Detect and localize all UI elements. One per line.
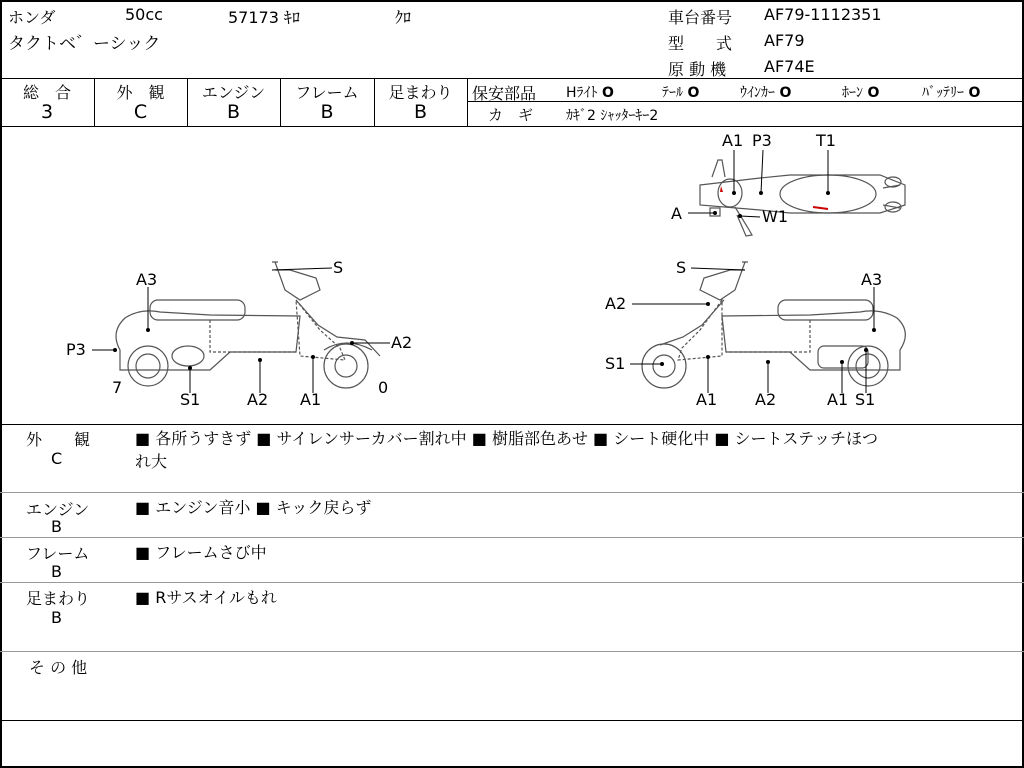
divider bbox=[0, 78, 1024, 79]
top-view-drawing bbox=[700, 160, 905, 236]
label-right-a3: A3 bbox=[861, 270, 883, 289]
label-right-a2b: A2 bbox=[755, 390, 777, 409]
safety-item-label: ﾃｰﾙ bbox=[662, 85, 683, 101]
label-right-a1b: A1 bbox=[827, 390, 849, 409]
divider bbox=[0, 720, 1024, 721]
label-right-s1b: S1 bbox=[855, 390, 876, 409]
label-left-a3: A3 bbox=[136, 270, 158, 289]
safety-item-status: O bbox=[601, 85, 614, 101]
frame-no: AF79-1112351 bbox=[764, 5, 882, 24]
mileage: 57173 ｷﾛ bbox=[228, 8, 300, 27]
remarks-grade: B bbox=[51, 608, 62, 627]
right-view-leaders bbox=[630, 268, 874, 393]
label-right-s: S bbox=[676, 258, 687, 277]
remarks-label: 外 観 bbox=[26, 430, 91, 449]
remarks-line: ■ Rサスオイルもれ bbox=[135, 588, 277, 607]
grade-value-frame: B bbox=[320, 101, 334, 123]
label-right-a2: A2 bbox=[605, 294, 627, 313]
frame-no-label: 車台番号 bbox=[668, 8, 733, 27]
remarks-grade: B bbox=[51, 517, 62, 536]
safety-item-status: O bbox=[867, 85, 880, 101]
grade-value-engine: B bbox=[226, 101, 241, 123]
divider bbox=[0, 537, 1024, 538]
body-color: ｸﾛ bbox=[395, 8, 412, 27]
divider bbox=[0, 651, 1024, 652]
safety-item-label: ﾎｰﾝ bbox=[842, 85, 863, 101]
remarks-line: ■ 各所うすきず ■ サイレンサーカバー割れ中 ■ 樹脂部色あせ ■ シート硬化中 ■ シートステッチほつ bbox=[135, 429, 879, 448]
safety-item-label: ﾊﾞｯﾃﾘｰ bbox=[922, 85, 964, 101]
safety-label: 保安部品 bbox=[472, 84, 537, 103]
divider bbox=[467, 78, 468, 126]
divider bbox=[0, 424, 1024, 425]
label-top-t1: T1 bbox=[816, 131, 836, 150]
label-left-zero: 0 bbox=[378, 378, 389, 397]
safety-item-headlight bbox=[566, 82, 614, 102]
grade-label-frame: フレーム bbox=[295, 83, 359, 102]
remarks-grade: B bbox=[51, 562, 62, 581]
grade-label-engine: エンジン bbox=[201, 83, 266, 102]
remarks-text bbox=[135, 427, 878, 473]
divider bbox=[0, 492, 1024, 493]
safety-item-label: Hﾗｲﾄ bbox=[566, 85, 598, 101]
scooter-diagram bbox=[0, 127, 1024, 423]
safety-item-horn bbox=[842, 82, 879, 102]
remarks-label: 足まわり bbox=[26, 589, 91, 608]
grade-label-suspension: 足まわり bbox=[388, 83, 453, 102]
remarks-line: ■ フレームさび中 bbox=[135, 543, 267, 562]
remarks-line: ■ エンジン音小 ■ キック戻らず bbox=[135, 498, 372, 517]
model-name: タクトベ゛ーシック bbox=[8, 34, 161, 54]
remarks-text bbox=[135, 541, 267, 564]
remarks-grade: C bbox=[51, 449, 63, 468]
label-left-seven: 7 bbox=[112, 378, 123, 397]
label-left-a2b: A2 bbox=[247, 390, 269, 409]
label-left-a1: A1 bbox=[300, 390, 322, 409]
damage-mark bbox=[720, 186, 723, 192]
label-top-a: A bbox=[671, 204, 682, 223]
grade-label-overall: 総 合 bbox=[22, 83, 71, 102]
safety-item-winker bbox=[740, 82, 791, 102]
safety-item-tail bbox=[662, 82, 699, 102]
label-right-s1: S1 bbox=[605, 354, 626, 373]
safety-item-label: ｳｲﾝｶｰ bbox=[740, 85, 775, 101]
remarks-label: エンジン bbox=[26, 500, 90, 519]
label-left-a2: A2 bbox=[391, 333, 413, 352]
grade-value-suspension: B bbox=[413, 101, 428, 123]
engine-value: AF74E bbox=[764, 57, 815, 76]
label-left-p3: P3 bbox=[66, 340, 86, 359]
label-left-s1: S1 bbox=[180, 390, 201, 409]
safety-item-battery bbox=[922, 82, 980, 102]
safety-item-status: O bbox=[968, 85, 981, 101]
divider bbox=[0, 582, 1024, 583]
type-label: 型 式 bbox=[668, 34, 733, 53]
grade-value-exterior: C bbox=[133, 101, 148, 123]
remarks-label: そ の 他 bbox=[29, 658, 88, 677]
label-top-a1: A1 bbox=[722, 131, 744, 150]
remarks-label: フレーム bbox=[26, 544, 90, 563]
label-top-p3: P3 bbox=[752, 131, 772, 150]
key-text: ｶｷﾞ2 ｼｬｯﾀｰｷｰ2 bbox=[566, 108, 659, 124]
type-value: AF79 bbox=[764, 31, 805, 50]
maker: ホンダ bbox=[8, 8, 56, 27]
engine-label: 原 動 機 bbox=[668, 60, 727, 79]
safety-item-status: O bbox=[687, 85, 700, 101]
safety-item-status: O bbox=[779, 85, 792, 101]
label-right-a1: A1 bbox=[696, 390, 718, 409]
damage-mark bbox=[813, 207, 828, 209]
label-left-s: S bbox=[333, 258, 344, 277]
remarks-line: れ大 bbox=[135, 452, 168, 471]
grade-label-exterior: 外 観 bbox=[116, 83, 165, 102]
remarks-text bbox=[135, 496, 371, 519]
label-top-w1: W1 bbox=[762, 207, 788, 226]
displacement: 50cc bbox=[125, 5, 163, 24]
remarks-text bbox=[135, 586, 277, 609]
key-label: カ ギ bbox=[488, 106, 534, 124]
grade-value-overall: 3 bbox=[40, 101, 54, 123]
